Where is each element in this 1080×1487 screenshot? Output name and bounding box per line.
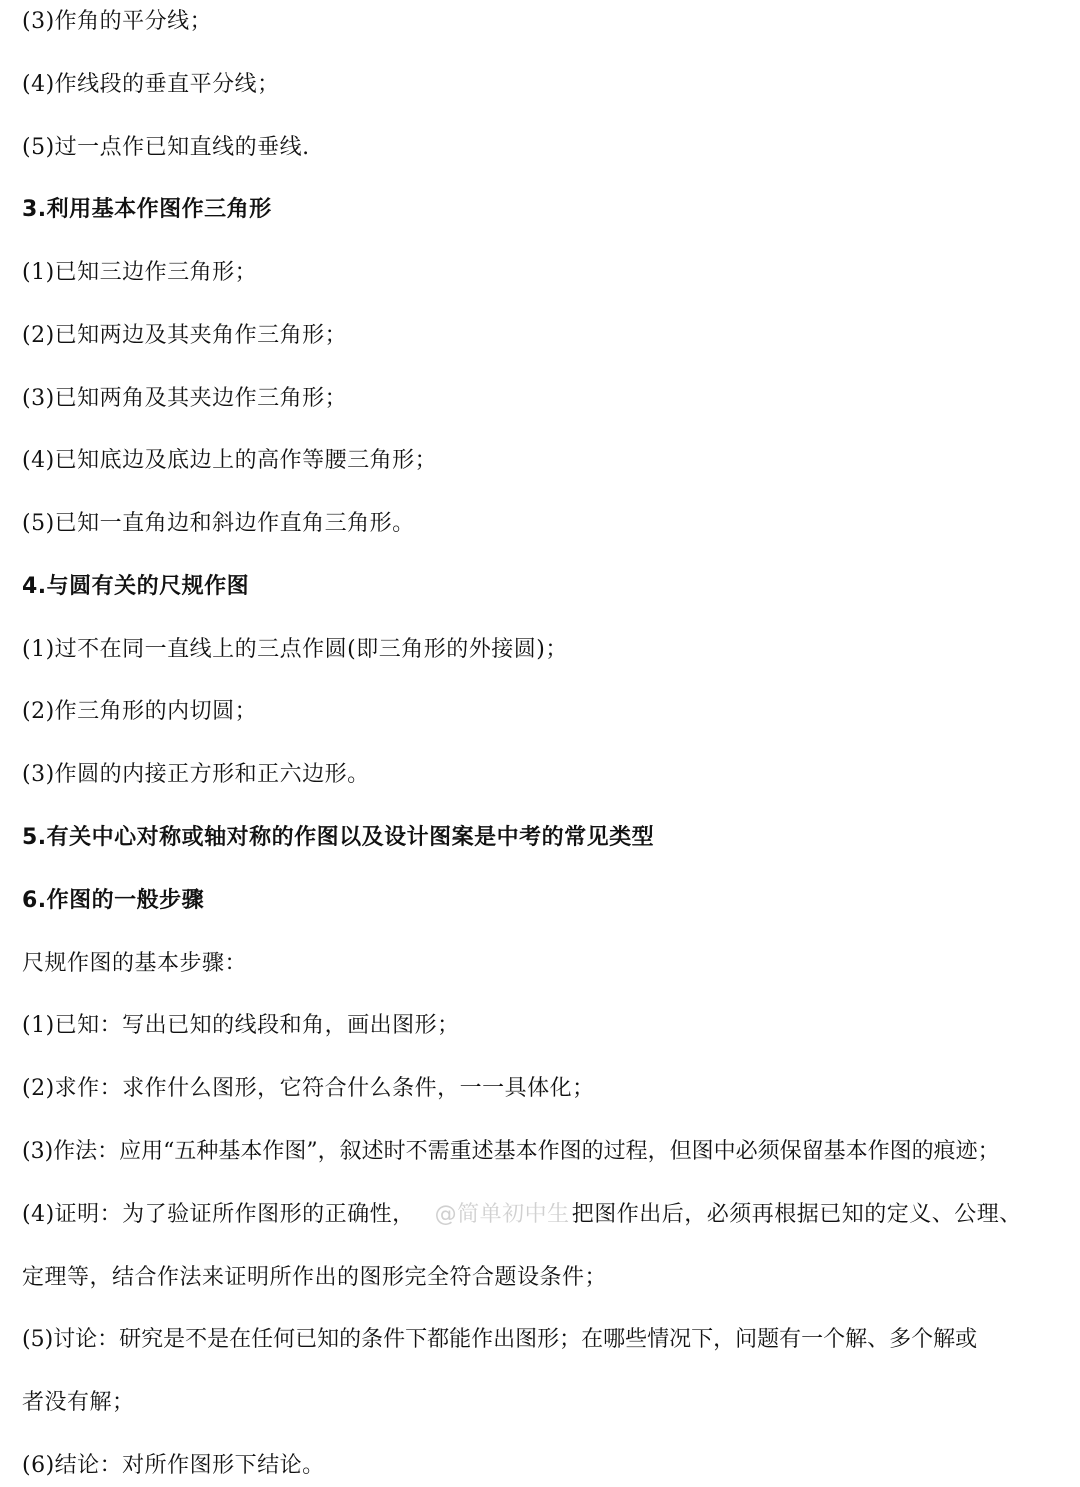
- text-line: (4)作线段的垂直平分线；: [22, 72, 280, 97]
- text-line: (5)过一点作已知直线的垂线.: [22, 135, 310, 160]
- text-line: (2)作三角形的内切圆；: [22, 699, 258, 724]
- text-line: (3)已知两角及其夹边作三角形；: [22, 386, 348, 411]
- section-heading: 6.作图的一般步骤: [22, 888, 205, 913]
- text-line: 者没有解；: [22, 1390, 135, 1415]
- text-line: (3)作圆的内接正方形和正六边形。: [22, 762, 370, 787]
- text-line: 尺规作图的基本步骤：: [22, 951, 248, 976]
- text-line: (4)已知底边及底边上的高作等腰三角形；: [22, 448, 438, 473]
- text-line: (1)已知三边作三角形；: [22, 260, 258, 285]
- text-line: [22, 1195, 1068, 1235]
- text-line: (5)讨论：研究是不是在任何已知的条件下都能作出图形；在哪些情况下，问题有一个解、多个解或: [22, 1327, 978, 1352]
- text-line: (3)作法：应用“五种基本作图”，叙述时不需重述基本作图的过程，但图中必须保留基本作图的痕迹；: [22, 1139, 1000, 1164]
- text-line: (3)作角的平分线；: [22, 9, 213, 34]
- text-line: (2)已知两边及其夹角作三角形；: [22, 323, 348, 348]
- watermark-text: @简单初中生: [434, 1202, 570, 1227]
- text-line: (2)求作：求作什么图形，它符合什么条件，一一具体化；: [22, 1076, 595, 1101]
- text-line: (1)过不在同一直线上的三点作圆(即三角形的外接圆)；: [22, 637, 568, 662]
- section-heading: 3.利用基本作图作三角形: [22, 197, 272, 222]
- text-line: (6)结论：对所作图形下结论。: [22, 1453, 325, 1478]
- text-segment: (4)证明：为了验证所作图形的正确性，: [22, 1202, 415, 1227]
- section-heading: 4.与圆有关的尺规作图: [22, 574, 250, 599]
- text-line: (5)已知一直角边和斜边作直角三角形。: [22, 511, 415, 536]
- text-line: 定理等，结合作法来证明所作出的图形完全符合题设条件；: [22, 1265, 608, 1290]
- text-segment: 把图作出后，必须再根据已知的定义、公理、: [571, 1202, 1022, 1227]
- section-heading: 5.有关中心对称或轴对称的作图以及设计图案是中考的常见类型: [22, 825, 655, 850]
- text-line: (1)已知：写出已知的线段和角，画出图形；: [22, 1013, 460, 1038]
